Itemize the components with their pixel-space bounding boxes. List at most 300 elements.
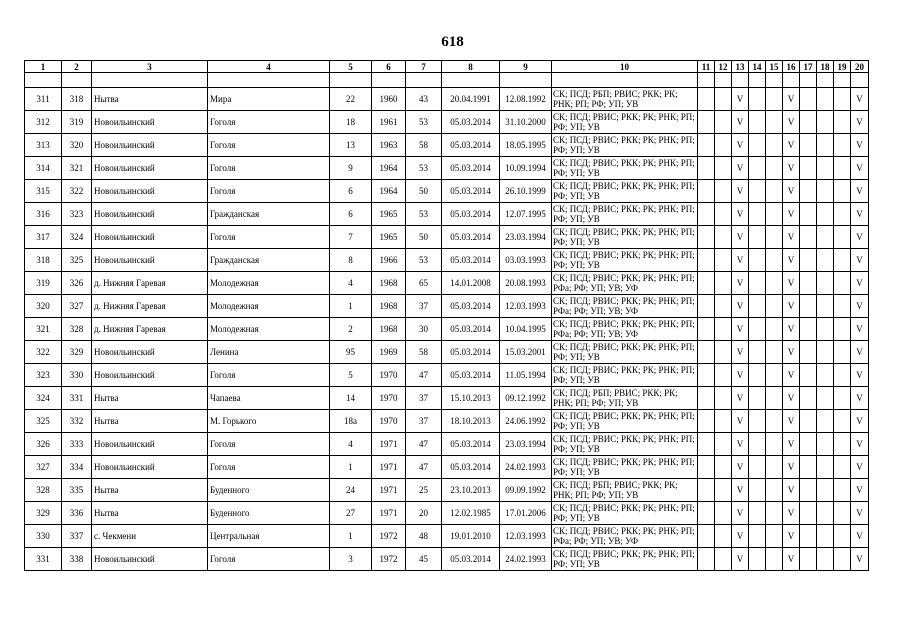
- cell-col-8: 05.03.2014: [442, 157, 500, 180]
- cell-col-16: V: [783, 157, 800, 180]
- housing-register-table: [24, 60, 869, 571]
- cell-col-11: [698, 548, 715, 571]
- cell-col-18: [817, 203, 834, 226]
- cell-col-12: [715, 226, 732, 249]
- cell-col-8: 15.10.2013: [442, 387, 500, 410]
- cell-col-11: [698, 341, 715, 364]
- cell-col-6: 1972: [372, 548, 406, 571]
- cell-col-15: [766, 203, 783, 226]
- cell-col-8: 05.03.2014: [442, 364, 500, 387]
- table-row: [25, 134, 869, 157]
- cell-col-16: V: [783, 548, 800, 571]
- cell-col-20: V: [851, 456, 869, 479]
- cell-col-4: Молодежная: [208, 295, 330, 318]
- cell-col-20: V: [851, 502, 869, 525]
- cell-col-15: [766, 272, 783, 295]
- cell-col-1: 320: [25, 295, 62, 318]
- cell-col-3: Нытва: [92, 88, 208, 111]
- cell-col-11: [698, 525, 715, 548]
- cell-col-14: [749, 272, 766, 295]
- cell-col-12: [715, 272, 732, 295]
- cell-col-10: СК; ПСД; РВИС; РКК; РК; РНК; РП; РФ; УП; УВ: [552, 226, 698, 249]
- cell-col-2: 320: [62, 134, 92, 157]
- spacer-cell: [783, 73, 800, 88]
- table-row: [25, 479, 869, 502]
- cell-col-15: [766, 341, 783, 364]
- cell-col-16: V: [783, 226, 800, 249]
- cell-col-20: V: [851, 479, 869, 502]
- cell-col-16: V: [783, 410, 800, 433]
- cell-col-19: [834, 479, 851, 502]
- cell-col-20: V: [851, 180, 869, 203]
- cell-col-20: V: [851, 318, 869, 341]
- cell-col-7: 25: [406, 479, 442, 502]
- cell-col-4: Гоголя: [208, 134, 330, 157]
- cell-col-7: 53: [406, 203, 442, 226]
- column-header-9: 9: [500, 61, 552, 73]
- cell-col-1: 331: [25, 548, 62, 571]
- cell-col-17: [800, 203, 817, 226]
- cell-col-13: V: [732, 318, 749, 341]
- cell-col-16: V: [783, 341, 800, 364]
- cell-col-8: 05.03.2014: [442, 295, 500, 318]
- cell-col-9: 09.12.1992: [500, 387, 552, 410]
- cell-col-2: 323: [62, 203, 92, 226]
- cell-col-15: [766, 318, 783, 341]
- cell-col-17: [800, 295, 817, 318]
- cell-col-9: 31.10.2000: [500, 111, 552, 134]
- spacer-cell: [208, 73, 330, 88]
- cell-col-4: Гражданская: [208, 249, 330, 272]
- cell-col-10: СК; ПСД; РВИС; РКК; РК; РНК; РП; РФ; УП; УВ: [552, 364, 698, 387]
- cell-col-15: [766, 111, 783, 134]
- cell-col-4: М. Горького: [208, 410, 330, 433]
- cell-col-15: [766, 387, 783, 410]
- column-header-20: 20: [851, 61, 869, 73]
- cell-col-7: 50: [406, 180, 442, 203]
- cell-col-11: [698, 249, 715, 272]
- cell-col-14: [749, 410, 766, 433]
- cell-col-7: 53: [406, 111, 442, 134]
- cell-col-7: 47: [406, 433, 442, 456]
- cell-col-5: 5: [330, 364, 372, 387]
- spacer-cell: [817, 73, 834, 88]
- cell-col-5: 3: [330, 548, 372, 571]
- cell-col-18: [817, 272, 834, 295]
- spacer-cell: [732, 73, 749, 88]
- cell-col-11: [698, 479, 715, 502]
- cell-col-1: 317: [25, 226, 62, 249]
- cell-col-19: [834, 433, 851, 456]
- cell-col-16: V: [783, 525, 800, 548]
- table-row: [25, 272, 869, 295]
- cell-col-11: [698, 157, 715, 180]
- cell-col-11: [698, 387, 715, 410]
- cell-col-15: [766, 226, 783, 249]
- cell-col-15: [766, 88, 783, 111]
- column-header-6: 6: [372, 61, 406, 73]
- cell-col-7: 37: [406, 410, 442, 433]
- cell-col-6: 1970: [372, 410, 406, 433]
- cell-col-3: д. Нижняя Гаревая: [92, 272, 208, 295]
- table-row: [25, 410, 869, 433]
- cell-col-11: [698, 88, 715, 111]
- cell-col-20: V: [851, 364, 869, 387]
- cell-col-8: 12.02.1985: [442, 502, 500, 525]
- cell-col-17: [800, 548, 817, 571]
- cell-col-6: 1971: [372, 433, 406, 456]
- cell-col-18: [817, 226, 834, 249]
- cell-col-12: [715, 364, 732, 387]
- cell-col-10: СК; ПСД; РБП; РВИС; РКК; РК; РНК; РП; РФ; УП; УВ: [552, 479, 698, 502]
- cell-col-20: V: [851, 226, 869, 249]
- cell-col-5: 1: [330, 525, 372, 548]
- cell-col-5: 95: [330, 341, 372, 364]
- cell-col-6: 1971: [372, 502, 406, 525]
- cell-col-10: СК; ПСД; РВИС; РКК; РК; РНК; РП; РФа; РФ; УП; УВ; УФ: [552, 272, 698, 295]
- spacer-cell: [330, 73, 372, 88]
- table-row: [25, 111, 869, 134]
- table-row: [25, 226, 869, 249]
- cell-col-5: 4: [330, 272, 372, 295]
- cell-col-2: 330: [62, 364, 92, 387]
- cell-col-17: [800, 433, 817, 456]
- cell-col-16: V: [783, 433, 800, 456]
- cell-col-1: 326: [25, 433, 62, 456]
- cell-col-18: [817, 180, 834, 203]
- cell-col-12: [715, 157, 732, 180]
- cell-col-16: V: [783, 88, 800, 111]
- cell-col-18: [817, 456, 834, 479]
- cell-col-13: V: [732, 134, 749, 157]
- cell-col-1: 328: [25, 479, 62, 502]
- cell-col-16: V: [783, 502, 800, 525]
- cell-col-7: 43: [406, 88, 442, 111]
- cell-col-8: 05.03.2014: [442, 318, 500, 341]
- cell-col-17: [800, 479, 817, 502]
- spacer-cell: [851, 73, 869, 88]
- cell-col-1: 318: [25, 249, 62, 272]
- cell-col-3: Новоильинский: [92, 548, 208, 571]
- table-row: [25, 525, 869, 548]
- cell-col-3: Новоильинский: [92, 111, 208, 134]
- cell-col-11: [698, 180, 715, 203]
- column-header-13: 13: [732, 61, 749, 73]
- cell-col-20: V: [851, 134, 869, 157]
- cell-col-20: V: [851, 249, 869, 272]
- spacer-row: [25, 73, 869, 88]
- cell-col-18: [817, 364, 834, 387]
- cell-col-10: СК; ПСД; РВИС; РКК; РК; РНК; РП; РФ; УП; УВ: [552, 203, 698, 226]
- cell-col-14: [749, 226, 766, 249]
- cell-col-10: СК; ПСД; РВИС; РКК; РК; РНК; РП; РФ; УП; УВ: [552, 341, 698, 364]
- cell-col-19: [834, 341, 851, 364]
- cell-col-12: [715, 410, 732, 433]
- cell-col-1: 316: [25, 203, 62, 226]
- cell-col-20: V: [851, 525, 869, 548]
- spacer-cell: [442, 73, 500, 88]
- cell-col-15: [766, 249, 783, 272]
- cell-col-15: [766, 479, 783, 502]
- cell-col-4: Молодежная: [208, 272, 330, 295]
- cell-col-7: 58: [406, 341, 442, 364]
- cell-col-1: 311: [25, 88, 62, 111]
- cell-col-6: 1968: [372, 295, 406, 318]
- cell-col-17: [800, 387, 817, 410]
- cell-col-2: 331: [62, 387, 92, 410]
- cell-col-1: 322: [25, 341, 62, 364]
- cell-col-20: V: [851, 410, 869, 433]
- cell-col-10: СК; ПСД; РВИС; РКК; РК; РНК; РП; РФ; УП; УВ: [552, 157, 698, 180]
- cell-col-4: Молодежная: [208, 318, 330, 341]
- cell-col-13: V: [732, 111, 749, 134]
- cell-col-9: 15.03.2001: [500, 341, 552, 364]
- cell-col-6: 1968: [372, 272, 406, 295]
- cell-col-4: Гоголя: [208, 180, 330, 203]
- cell-col-8: 20.04.1991: [442, 88, 500, 111]
- cell-col-2: 318: [62, 88, 92, 111]
- cell-col-12: [715, 548, 732, 571]
- cell-col-20: V: [851, 295, 869, 318]
- cell-col-8: 05.03.2014: [442, 456, 500, 479]
- cell-col-6: 1961: [372, 111, 406, 134]
- cell-col-4: Гоголя: [208, 157, 330, 180]
- cell-col-11: [698, 364, 715, 387]
- cell-col-1: 319: [25, 272, 62, 295]
- cell-col-16: V: [783, 364, 800, 387]
- cell-col-16: V: [783, 295, 800, 318]
- cell-col-6: 1965: [372, 203, 406, 226]
- cell-col-13: V: [732, 295, 749, 318]
- cell-col-10: СК; ПСД; РВИС; РКК; РК; РНК; РП; РФ; УП; УВ: [552, 456, 698, 479]
- cell-col-4: Мира: [208, 88, 330, 111]
- cell-col-13: V: [732, 157, 749, 180]
- cell-col-14: [749, 157, 766, 180]
- cell-col-7: 53: [406, 157, 442, 180]
- column-header-5: 5: [330, 61, 372, 73]
- cell-col-19: [834, 203, 851, 226]
- cell-col-1: 323: [25, 364, 62, 387]
- cell-col-9: 10.09.1994: [500, 157, 552, 180]
- cell-col-8: 05.03.2014: [442, 203, 500, 226]
- cell-col-13: V: [732, 456, 749, 479]
- cell-col-18: [817, 387, 834, 410]
- cell-col-20: V: [851, 433, 869, 456]
- cell-col-15: [766, 157, 783, 180]
- cell-col-3: Новоильинский: [92, 456, 208, 479]
- cell-col-3: Нытва: [92, 502, 208, 525]
- cell-col-19: [834, 180, 851, 203]
- cell-col-7: 53: [406, 249, 442, 272]
- table-row: [25, 387, 869, 410]
- cell-col-18: [817, 157, 834, 180]
- cell-col-2: 321: [62, 157, 92, 180]
- cell-col-16: V: [783, 479, 800, 502]
- cell-col-2: 319: [62, 111, 92, 134]
- cell-col-9: 24.02.1993: [500, 456, 552, 479]
- cell-col-13: V: [732, 525, 749, 548]
- cell-col-4: Чапаева: [208, 387, 330, 410]
- cell-col-5: 14: [330, 387, 372, 410]
- cell-col-15: [766, 180, 783, 203]
- cell-col-18: [817, 295, 834, 318]
- cell-col-18: [817, 479, 834, 502]
- cell-col-9: 11.05.1994: [500, 364, 552, 387]
- cell-col-1: 314: [25, 157, 62, 180]
- cell-col-9: 03.03.1993: [500, 249, 552, 272]
- cell-col-1: 313: [25, 134, 62, 157]
- cell-col-17: [800, 410, 817, 433]
- cell-col-8: 05.03.2014: [442, 111, 500, 134]
- cell-col-11: [698, 433, 715, 456]
- cell-col-12: [715, 479, 732, 502]
- cell-col-14: [749, 318, 766, 341]
- cell-col-3: Новоильинский: [92, 249, 208, 272]
- table-row: [25, 548, 869, 571]
- cell-col-18: [817, 525, 834, 548]
- cell-col-20: V: [851, 157, 869, 180]
- cell-col-12: [715, 318, 732, 341]
- cell-col-3: д. Нижняя Гаревая: [92, 318, 208, 341]
- cell-col-17: [800, 456, 817, 479]
- cell-col-20: V: [851, 387, 869, 410]
- cell-col-14: [749, 341, 766, 364]
- column-header-1: 1: [25, 61, 62, 73]
- cell-col-12: [715, 387, 732, 410]
- cell-col-12: [715, 134, 732, 157]
- cell-col-8: 23.10.2013: [442, 479, 500, 502]
- cell-col-5: 6: [330, 203, 372, 226]
- cell-col-20: V: [851, 341, 869, 364]
- cell-col-20: V: [851, 111, 869, 134]
- cell-col-5: 13: [330, 134, 372, 157]
- cell-col-9: 12.03.1993: [500, 525, 552, 548]
- cell-col-5: 27: [330, 502, 372, 525]
- cell-col-12: [715, 525, 732, 548]
- column-header-11: 11: [698, 61, 715, 73]
- cell-col-17: [800, 157, 817, 180]
- cell-col-9: 24.02.1993: [500, 548, 552, 571]
- spacer-cell: [500, 73, 552, 88]
- cell-col-18: [817, 318, 834, 341]
- cell-col-18: [817, 249, 834, 272]
- cell-col-9: 12.07.1995: [500, 203, 552, 226]
- cell-col-16: V: [783, 249, 800, 272]
- cell-col-20: V: [851, 88, 869, 111]
- cell-col-7: 20: [406, 502, 442, 525]
- cell-col-7: 37: [406, 387, 442, 410]
- cell-col-7: 45: [406, 548, 442, 571]
- cell-col-2: 337: [62, 525, 92, 548]
- cell-col-6: 1972: [372, 525, 406, 548]
- cell-col-15: [766, 525, 783, 548]
- cell-col-3: Нытва: [92, 479, 208, 502]
- column-header-14: 14: [749, 61, 766, 73]
- cell-col-12: [715, 502, 732, 525]
- table-row: [25, 456, 869, 479]
- cell-col-12: [715, 180, 732, 203]
- cell-col-6: 1960: [372, 88, 406, 111]
- cell-col-16: V: [783, 456, 800, 479]
- cell-col-12: [715, 295, 732, 318]
- cell-col-8: 19.01.2010: [442, 525, 500, 548]
- cell-col-19: [834, 249, 851, 272]
- column-header-12: 12: [715, 61, 732, 73]
- cell-col-10: СК; ПСД; РБП; РВИС; РКК; РК; РНК; РП; РФ; УП; УВ: [552, 387, 698, 410]
- cell-col-15: [766, 295, 783, 318]
- cell-col-10: СК; ПСД; РВИС; РКК; РК; РНК; РП; РФ; УП; УВ: [552, 249, 698, 272]
- cell-col-7: 30: [406, 318, 442, 341]
- cell-col-19: [834, 456, 851, 479]
- cell-col-1: 330: [25, 525, 62, 548]
- cell-col-4: Буденного: [208, 479, 330, 502]
- cell-col-6: 1964: [372, 157, 406, 180]
- cell-col-10: СК; ПСД; РВИС; РКК; РК; РНК; РП; РФа; РФ; УП; УВ; УФ: [552, 295, 698, 318]
- cell-col-9: 17.01.2006: [500, 502, 552, 525]
- cell-col-16: V: [783, 318, 800, 341]
- spacer-cell: [766, 73, 783, 88]
- cell-col-15: [766, 364, 783, 387]
- cell-col-8: 05.03.2014: [442, 226, 500, 249]
- cell-col-17: [800, 134, 817, 157]
- cell-col-10: СК; ПСД; РВИС; РКК; РК; РНК; РП; РФ; УП; УВ: [552, 111, 698, 134]
- cell-col-3: Новоильинский: [92, 364, 208, 387]
- column-header-18: 18: [817, 61, 834, 73]
- cell-col-19: [834, 525, 851, 548]
- cell-col-6: 1970: [372, 364, 406, 387]
- cell-col-11: [698, 111, 715, 134]
- cell-col-3: Нытва: [92, 387, 208, 410]
- spacer-cell: [406, 73, 442, 88]
- cell-col-2: 322: [62, 180, 92, 203]
- cell-col-15: [766, 456, 783, 479]
- column-header-8: 8: [442, 61, 500, 73]
- cell-col-3: Новоильинский: [92, 433, 208, 456]
- cell-col-10: СК; ПСД; РВИС; РКК; РК; РНК; РП; РФ; УП; УВ: [552, 134, 698, 157]
- spacer-cell: [834, 73, 851, 88]
- cell-col-5: 4: [330, 433, 372, 456]
- cell-col-4: Центральная: [208, 525, 330, 548]
- cell-col-20: V: [851, 272, 869, 295]
- cell-col-3: Новоильинский: [92, 134, 208, 157]
- spacer-cell: [552, 73, 698, 88]
- cell-col-4: Ленина: [208, 341, 330, 364]
- cell-col-8: 18.10.2013: [442, 410, 500, 433]
- table-row: [25, 341, 869, 364]
- cell-col-9: 23.03.1994: [500, 226, 552, 249]
- cell-col-13: V: [732, 410, 749, 433]
- cell-col-2: 334: [62, 456, 92, 479]
- cell-col-14: [749, 134, 766, 157]
- table-row: [25, 88, 869, 111]
- cell-col-5: 6: [330, 180, 372, 203]
- cell-col-11: [698, 410, 715, 433]
- cell-col-6: 1970: [372, 387, 406, 410]
- cell-col-13: V: [732, 548, 749, 571]
- cell-col-5: 24: [330, 479, 372, 502]
- spacer-cell: [372, 73, 406, 88]
- spacer-cell: [92, 73, 208, 88]
- cell-col-3: Новоильинский: [92, 341, 208, 364]
- cell-col-7: 48: [406, 525, 442, 548]
- cell-col-18: [817, 111, 834, 134]
- cell-col-14: [749, 180, 766, 203]
- cell-col-14: [749, 502, 766, 525]
- cell-col-8: 05.03.2014: [442, 134, 500, 157]
- cell-col-19: [834, 88, 851, 111]
- cell-col-12: [715, 433, 732, 456]
- cell-col-17: [800, 180, 817, 203]
